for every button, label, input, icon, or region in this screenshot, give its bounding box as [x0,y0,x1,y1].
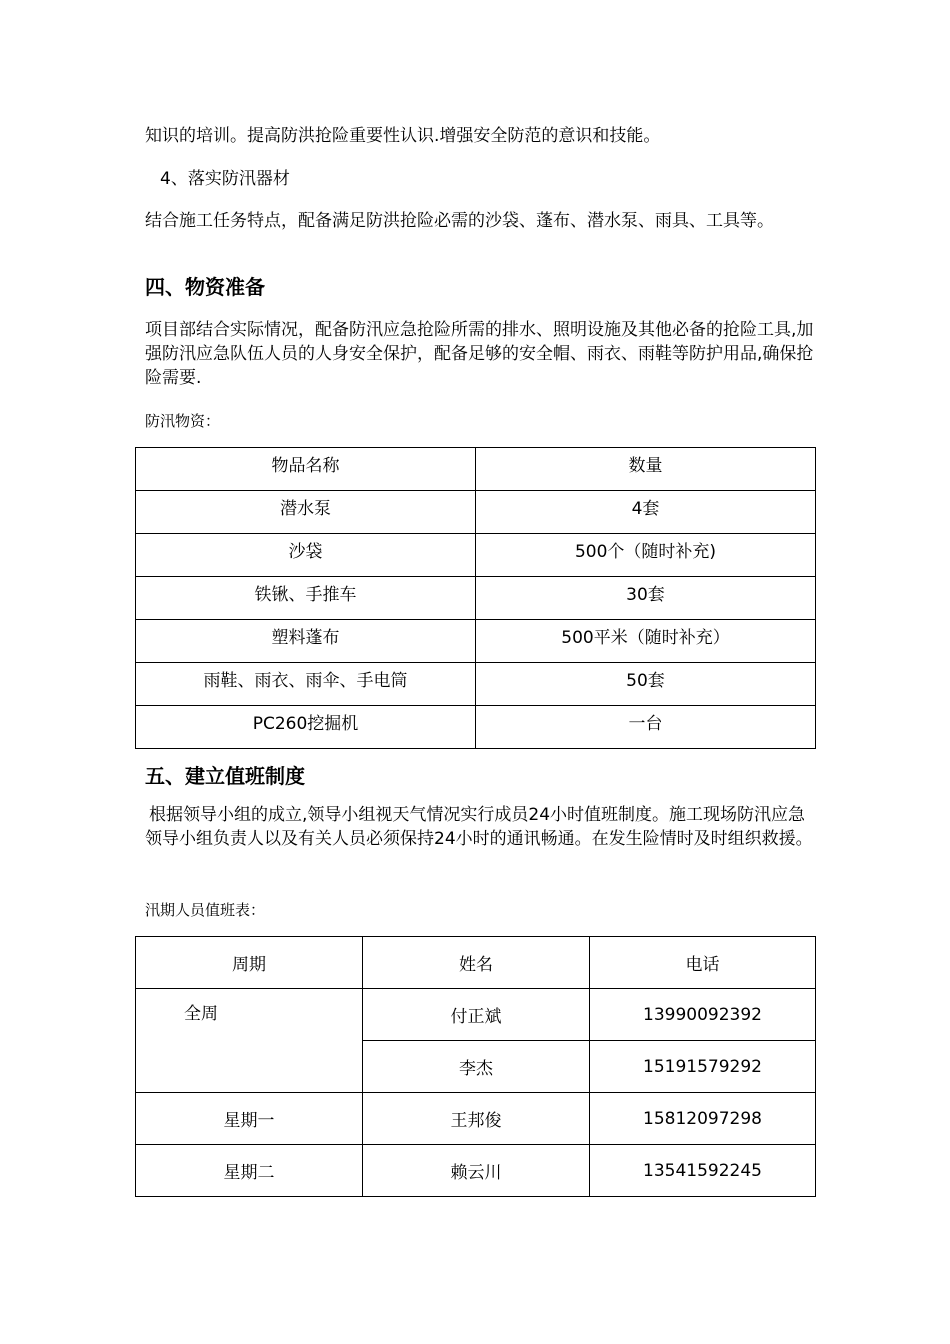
section-4-title: 四、物资准备 [145,275,265,299]
header-item-name: 物品名称 [136,448,476,491]
period-cell: 星期二 [136,1145,363,1197]
quantity-cell: 500个（随时补充) [476,534,816,577]
item-name-cell: 塑料蓬布 [136,620,476,663]
table-row [136,534,816,577]
quantity-cell: 500平米（随时补充） [476,620,816,663]
item-name-cell: PC260挖掘机 [136,706,476,749]
duty-table [135,936,816,1197]
name-cell: 李杰 [363,1041,590,1093]
item-name-cell: 铁锹、手推车 [136,577,476,620]
name-cell: 王邦俊 [363,1093,590,1145]
name-cell: 赖云川 [363,1145,590,1197]
item-name-cell: 潜水泵 [136,491,476,534]
table-row [136,491,816,534]
table-row [136,989,816,1041]
name-cell: 付正斌 [363,989,590,1041]
item-4-heading: 4、落实防汛器材 [160,169,290,189]
paragraph-training: 知识的培训。提高防洪抢险重要性认识.增强安全防范的意识和技能。 [145,126,661,146]
paragraph-equipment: 结合施工任务特点，配备满足防洪抢险必需的沙袋、蓬布、潜水泵、雨具、工具等。 [145,211,774,231]
phone-cell: 13541592245 [590,1145,816,1197]
table-header-row [136,937,816,989]
duty-caption: 汛期人员值班表： [145,901,266,919]
materials-table [135,447,816,749]
section-4-paragraph: 项目部结合实际情况，配备防汛应急抢险所需的排水、照明设施及其他必备的抢险工具,加强防汛应急队伍人员的人身安全保护，配备足够的安全帽、雨衣、雨鞋等防护用品,确保抢险需要. [145,320,814,388]
table-row [136,1093,816,1145]
quantity-cell: 30套 [476,577,816,620]
table-row [136,577,816,620]
item-name-cell: 雨鞋、雨衣、雨伞、手电筒 [136,663,476,706]
phone-cell: 13990092392 [590,989,816,1041]
period-cell: 星期一 [136,1093,363,1145]
quantity-cell: 50套 [476,663,816,706]
materials-caption: 防汛物资： [145,412,221,430]
period-cell: 全周 [136,989,363,1093]
phone-cell: 15191579292 [590,1041,816,1093]
header-phone: 电话 [590,937,816,989]
quantity-cell: 一台 [476,706,816,749]
item-name-cell: 沙袋 [136,534,476,577]
table-row [136,706,816,749]
phone-cell: 15812097298 [590,1093,816,1145]
section-5-title: 五、建立值班制度 [145,764,305,788]
table-row [136,620,816,663]
quantity-cell: 4套 [476,491,816,534]
header-quantity: 数量 [476,448,816,491]
section-5-paragraph: 根据领导小组的成立,领导小组视天气情况实行成员24小时值班制度。施工现场防汛应急领导小组负责人以及有关人员必须保持24小时的通讯畅通。在发生险情时及时组织救援。 [145,805,813,849]
header-period: 周期 [136,937,363,989]
header-name: 姓名 [363,937,590,989]
table-row [136,1145,816,1197]
table-row [136,663,816,706]
table-header-row [136,448,816,491]
